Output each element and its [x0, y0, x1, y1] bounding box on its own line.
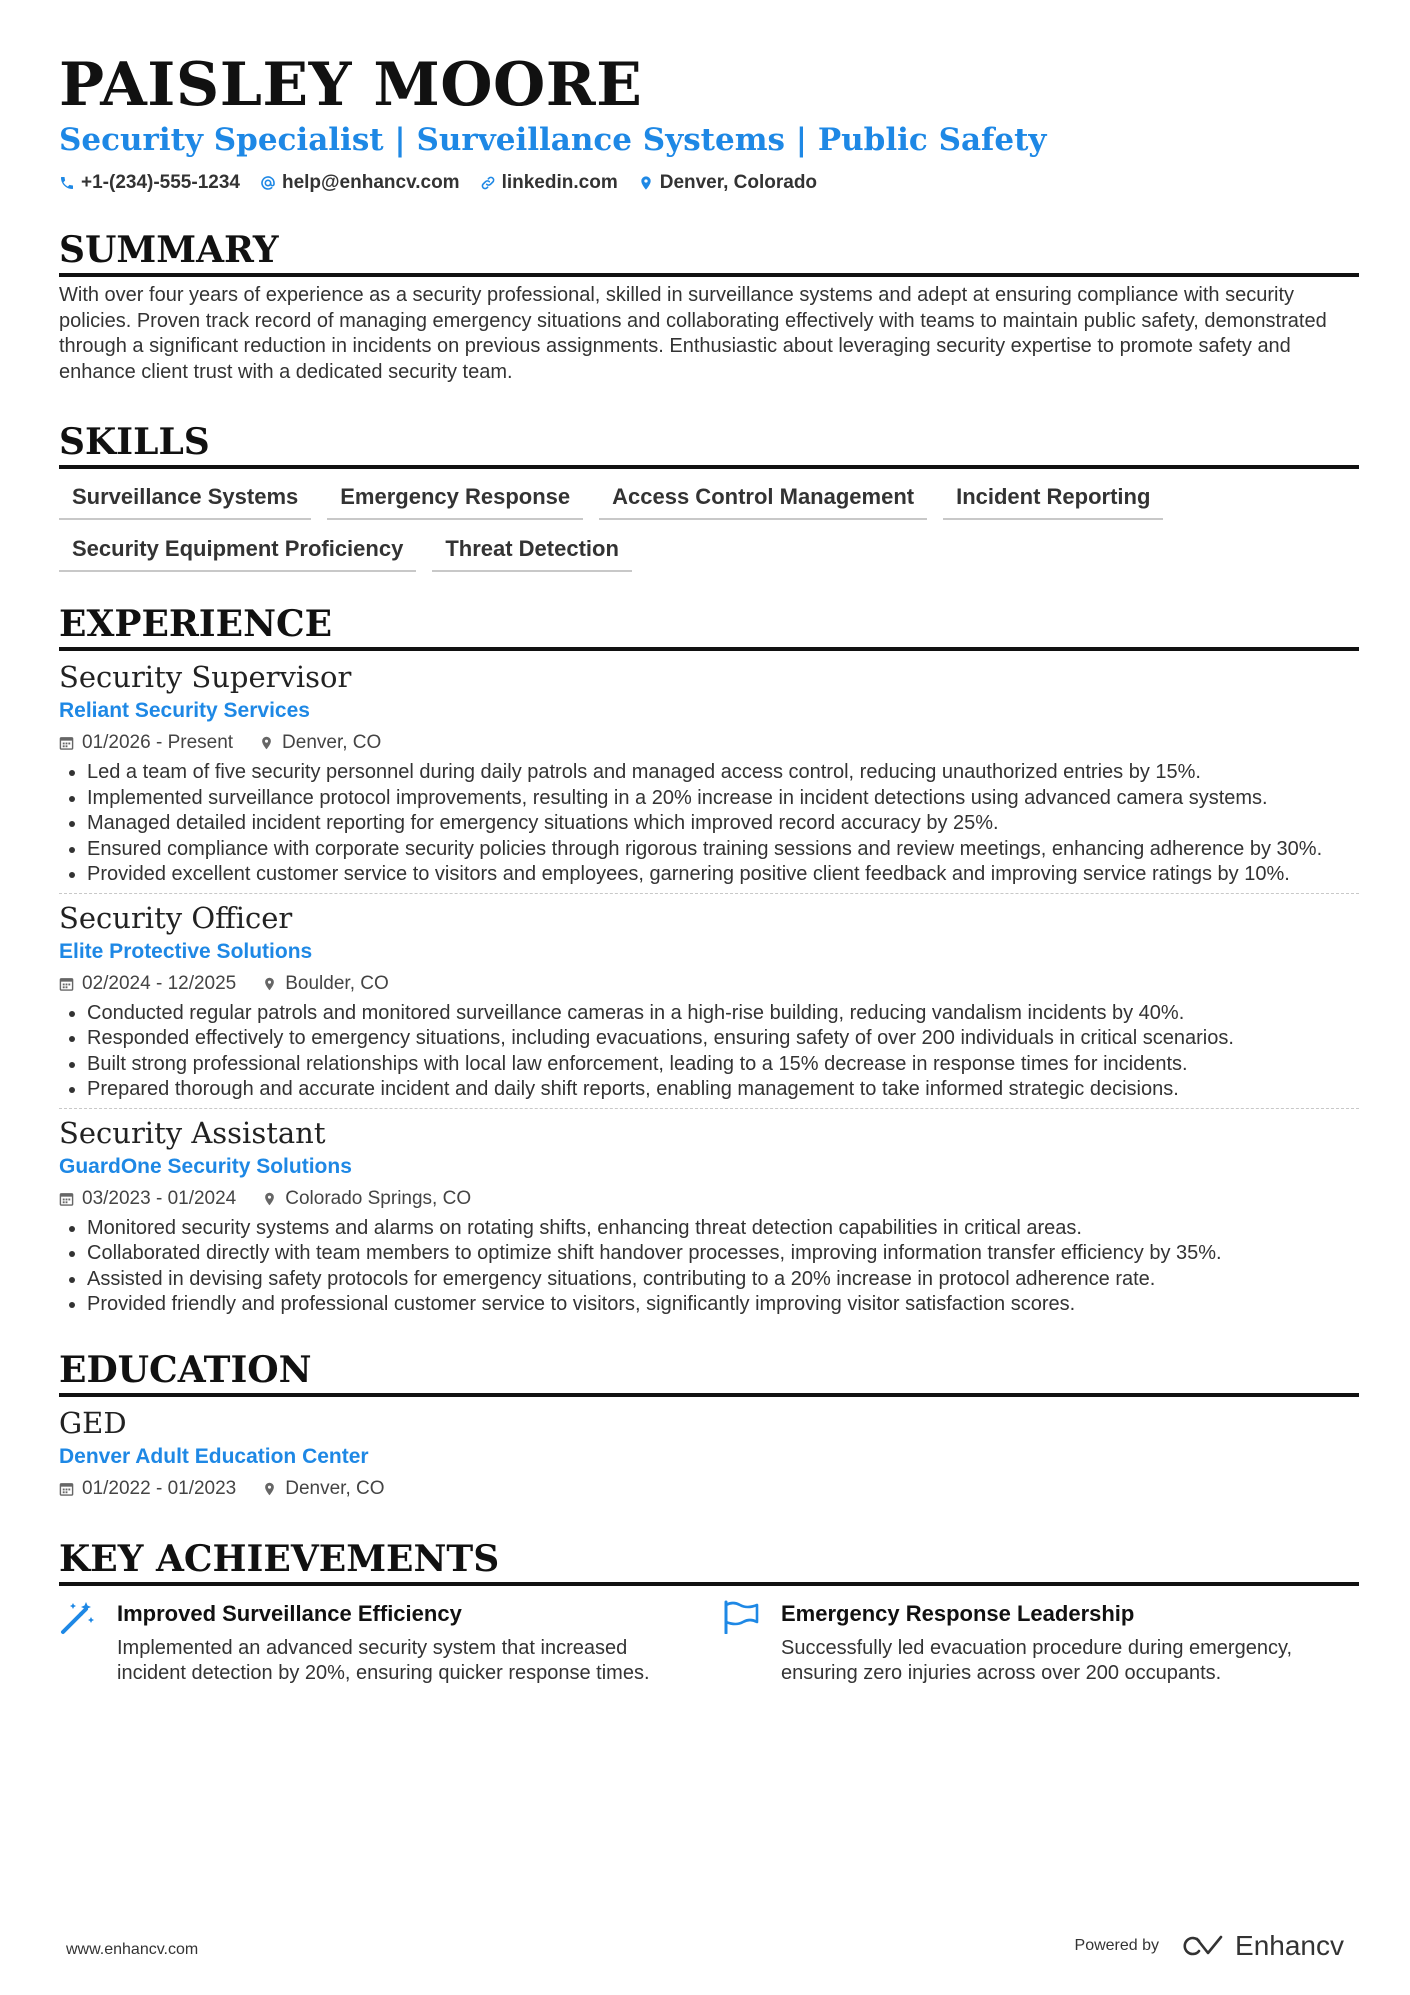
- job-bullets: [59, 1001, 1359, 1103]
- skill-tag: Emergency Response: [327, 482, 583, 520]
- achievement-description: Implemented an advanced security system that increased incident detection by 20%, ensuring quicker response times.: [117, 1636, 650, 1684]
- achievement-description: Successfully led evacuation procedure during emergency, ensuring zero injuries across over 200 occupants.: [781, 1636, 1293, 1684]
- achievement-body: [117, 1600, 695, 1687]
- job-dates-text: 02/2024 - 12/2025: [82, 972, 237, 994]
- skills-section: [59, 420, 1359, 572]
- job-divider: [59, 1108, 1359, 1109]
- job-location-text: Colorado Springs, CO: [285, 1187, 472, 1209]
- job-location-text: Denver, CO: [282, 732, 382, 753]
- job-meta: [59, 1187, 1359, 1211]
- bullet-item: • Conducted regular patrols and monitored surveillance cameras in a high-rise building, reducing vandalism incidents by 40%.: [87, 1001, 1359, 1027]
- education-meta: [59, 1477, 1359, 1501]
- bullet-item: • Provided friendly and professional customer service to visitors, significantly improving visitor satisfaction scores.: [87, 1292, 1359, 1318]
- job-title: Security Supervisor: [59, 660, 352, 694]
- bullet-item: • Responded effectively to emergency situations, including evacuations, ensuring safety of over 200 individuals in critical scenarios.: [87, 1026, 1359, 1052]
- bullet-item: • Ensured compliance with corporate security policies through rigorous training sessions and review meetings, enhancing adherence by 30%.: [87, 837, 1359, 863]
- bullet-item: • Built strong professional relationships with local law enforcement, leading to a 15% decrease in response times for incidents.: [87, 1052, 1359, 1078]
- brand-name: Enhancv: [1235, 1930, 1344, 1961]
- bullet-item: • Assisted in devising safety protocols for emergency situations, contributing to a 20% increase in protocol adherence rate.: [87, 1267, 1359, 1293]
- degree-title: GED: [59, 1405, 127, 1440]
- achievement-body: [781, 1600, 1359, 1687]
- achievements-grid: [59, 1600, 1359, 1687]
- linkedin-text: linkedin.com: [501, 172, 618, 193]
- section-title-achievements: KEY ACHIEVEMENTS: [59, 1537, 1359, 1586]
- job-location: [262, 972, 389, 996]
- achievement-item: [723, 1600, 1359, 1687]
- job-meta: [59, 731, 1359, 755]
- job-dates-text: 01/2026 - Present: [82, 732, 234, 753]
- summary-section: [59, 228, 1359, 385]
- skills-list: [59, 482, 1359, 572]
- location-pin-icon: [259, 735, 274, 751]
- contact-location: [638, 172, 817, 194]
- job-entry: [59, 1115, 1359, 1318]
- job-entry: [59, 659, 1359, 894]
- bullet-item: • Monitored security systems and alarms on rotating shifts, enhancing threat detection capabilities in critical areas.: [87, 1216, 1359, 1242]
- footer-website[interactable]: www.enhancv.com: [66, 1941, 199, 1958]
- bullet-item: • Provided excellent customer service to visitors and employees, garnering positive client feedback and improving service ratings by 10%.: [87, 862, 1359, 888]
- section-title-education: EDUCATION: [59, 1348, 1359, 1397]
- section-title-skills: SKILLS: [59, 420, 1359, 469]
- job-dates-text: 03/2023 - 01/2024: [82, 1187, 237, 1209]
- contact-email[interactable]: [260, 172, 460, 194]
- bullet-item: • Led a team of five security personnel during daily patrols and managed access control, reducing unauthorized entries by 15%.: [87, 760, 1359, 786]
- flag-icon: [723, 1600, 761, 1634]
- summary-text: With over four years of experience as a security professional, skilled in surveillance systems and adept at ensuring compliance with security policies. Proven track record of managing emergency situations and collaborating effectively with teams to maintain public safety, demonstrated through a significant reduction in incidents on previous assignments. Enthusiastic about leveraging security expertise to promote safety and enhance client trust with a dedicated security team.: [59, 284, 1327, 383]
- company-name[interactable]: GuardOne Security Solutions: [59, 1154, 352, 1178]
- job-dates: [59, 731, 233, 755]
- education-section: [59, 1348, 1359, 1501]
- achievement-icon-wrap: [59, 1600, 101, 1687]
- job-entry: [59, 900, 1359, 1109]
- education-location: [262, 1477, 384, 1501]
- education-dates-text: 01/2022 - 01/2023: [82, 1477, 237, 1499]
- location-pin-icon: [262, 1191, 277, 1207]
- email-text: help@enhancv.com: [281, 172, 460, 193]
- location-pin-icon: [638, 175, 654, 191]
- job-dates: [59, 1187, 236, 1211]
- bullet-item: • Implemented surveillance protocol improvements, resulting in a 20% increase in incident detections using advanced camera systems.: [87, 786, 1359, 812]
- contact-linkedin[interactable]: [480, 172, 618, 194]
- achievement-item: [59, 1600, 695, 1687]
- school-name[interactable]: Denver Adult Education Center: [59, 1444, 369, 1468]
- section-title-summary: SUMMARY: [59, 228, 1359, 277]
- candidate-name: PAISLEY MOORE: [59, 50, 643, 120]
- achievement-icon-wrap: [723, 1600, 765, 1687]
- job-title: Security Assistant: [59, 1115, 326, 1150]
- calendar-icon: [59, 1481, 74, 1497]
- enhancv-logo-icon: [1181, 1933, 1227, 1959]
- skill-tag: Security Equipment Proficiency: [59, 534, 416, 572]
- skill-tag: Threat Detection: [432, 534, 632, 572]
- magic-wand-icon: [59, 1600, 95, 1636]
- education-dates: [59, 1477, 236, 1501]
- header: [59, 52, 1359, 194]
- company-name[interactable]: Elite Protective Solutions: [59, 939, 313, 963]
- at-icon: [260, 175, 276, 191]
- job-title: Security Officer: [59, 900, 293, 935]
- contact-phone[interactable]: [59, 172, 240, 194]
- achievements-section: [59, 1537, 1359, 1687]
- job-dates: [59, 972, 236, 996]
- location-pin-icon: [262, 976, 277, 992]
- location-pin-icon: [262, 1481, 277, 1497]
- job-meta: [59, 972, 1359, 996]
- experience-section: [59, 602, 1359, 1318]
- headline: Security Specialist | Surveillance Systems | Public Safety: [59, 122, 1047, 158]
- achievement-title: Improved Surveillance Efficiency: [117, 1600, 462, 1626]
- achievement-title: Emergency Response Leadership: [781, 1600, 1135, 1626]
- section-title-experience: EXPERIENCE: [59, 602, 1359, 651]
- education-entry: [59, 1405, 1359, 1501]
- job-location: [262, 1187, 471, 1211]
- skill-tag: Surveillance Systems: [59, 482, 311, 520]
- job-bullets: [59, 1216, 1359, 1318]
- location-text: Denver, Colorado: [659, 172, 818, 193]
- bullet-item: • Managed detailed incident reporting for emergency situations which improved record accuracy by 25%.: [87, 811, 1359, 837]
- link-icon: [480, 175, 496, 191]
- job-divider: [59, 893, 1359, 894]
- phone-icon: [59, 175, 75, 191]
- enhancv-logo[interactable]: [1181, 1930, 1344, 1962]
- skill-tag: Incident Reporting: [943, 482, 1163, 520]
- calendar-icon: [59, 976, 74, 992]
- resume-content: [59, 52, 1359, 1687]
- calendar-icon: [59, 1191, 74, 1207]
- job-location: [259, 731, 381, 755]
- job-bullets: [59, 760, 1359, 888]
- contact-row: [59, 172, 1359, 194]
- skill-tag: Access Control Management: [599, 482, 927, 520]
- footer-branding: [1075, 1930, 1344, 1962]
- bullet-item: • Collaborated directly with team members to optimize shift handover processes, improving information transfer efficiency by 35%.: [87, 1241, 1359, 1267]
- bullet-item: • Prepared thorough and accurate incident and daily shift reports, enabling management to take informed strategic decisions.: [87, 1077, 1359, 1103]
- phone-text: +1-(234)-555-1234: [81, 172, 240, 193]
- calendar-icon: [59, 735, 74, 751]
- education-location-text: Denver, CO: [285, 1477, 385, 1499]
- powered-by-text: Powered by: [1074, 1937, 1160, 1954]
- company-name[interactable]: Reliant Security Services: [59, 699, 310, 722]
- job-location-text: Boulder, CO: [285, 972, 389, 994]
